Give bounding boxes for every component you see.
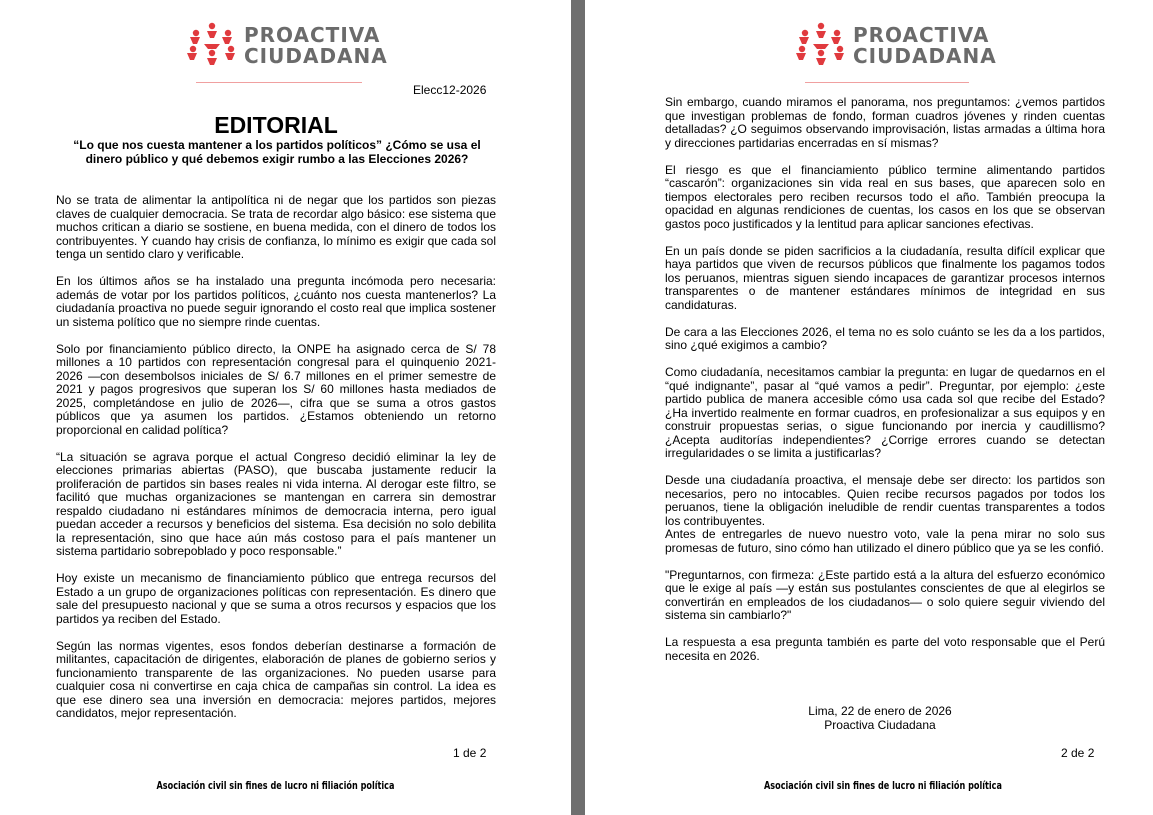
document-page-1 (0, 0, 571, 815)
page2-body (665, 96, 1105, 677)
page-number: 1 de 2 (453, 746, 487, 760)
paragraph: En un país donde se piden sacrificios a la ciudadanía, resulta difícil explicar que haya partidos que viven de recursos públicos que finalmente los pagamos todos los peruanos, mientras siguen siendo incapaces de garantizar procesos internos transparentes o de mantener estándares mínimos de integridad en sus candidaturas. (665, 243, 1105, 312)
document-page-2 (585, 0, 1153, 815)
document-reference: Elecc12-2026 (413, 83, 487, 97)
paragraph: Sin embargo, cuando miramos el panorama, nos preguntamos: ¿vemos partidos que investigan problemas de fondo, forman cuadros jóvenes y rinden cuentas detalladas? ¿O seguimos observando improvisación, listas armadas a última hora y direcciones partidarias encerradas en sí mismas? (665, 95, 1105, 150)
logo-wordmark: PROACTIVA CIUDADANA (244, 23, 388, 68)
page-number: 2 de 2 (1061, 746, 1095, 760)
paragraph: El riesgo es que el financiamiento público termine alimentando partidos “cascarón”: organizaciones sin vida real en sus bases, que aparecen solo en tiempos electorales pero reciben recursos todo el año. También preocupa la opacidad en algunas rendiciones de cuentas, los casos en los que se observan gastos poco justificados y la lentitud para aplicar sanciones efectivas. (665, 162, 1105, 231)
header-divider (196, 82, 362, 83)
paragraph: Desde una ciudadanía proactiva, el mensaje debe ser directo: los partidos son necesarios, pero no intocables. Quien recibe recursos pagados por todos los peruanos, tiene la obligación ineludible de rendir cuentas transparentes a todos los contribuyentes. (665, 473, 1105, 528)
paragraph: Hoy existe un mecanismo de financiamiento público que entrega recursos del Estado a un grupo de organizaciones políticas con representación. Es dinero que sale del presupuesto nacional y que se suma a otros recursos y espacios que los partidos ya reciben del Estado. (56, 571, 496, 626)
page1-body (56, 194, 496, 734)
paragraph: Según las normas vigentes, esos fondos deberían destinarse a formación de militantes, capacitación de dirigentes, elaboración de planes de gobierno serios y funcionamiento transparente de las organizaciones. No pueden usarse para cualquier cosa ni convertirse en caja chica de campañas sin control. La idea es que ese dinero sea una inversión en democracia: mejores partidos, mejores candidatos, mejor representación. (56, 638, 496, 720)
header-divider (805, 82, 969, 83)
editorial-subtitle: “Lo que nos cuesta mantener a los partidos políticos” ¿Cómo se usa el dinero público y qué debemos exigir rumbo a las Elecciones 2026? (73, 138, 481, 166)
people-circle-logo-icon (795, 22, 847, 66)
paragraph: “La situación se agrava porque el actual Congreso decidió eliminar la ley de elecciones primarias abiertas (PASO), que buscaba justamente reducir la proliferación de partidos sin bases reales ni vida interna. Al derogar este filtro, se facilitó que muchas organizaciones se mantengan en carrera sin demostrar respaldo ciudadano ni estándares mínimos de democracia interna, pero igual puedan acceder a recursos y beneficios del sistema. Esa decisión no solo debilita la representación, sino que hace aún más costoso para el país mantener un sistema partidario sobrepoblado y poco responsable.” (56, 449, 496, 558)
page-footer: Asociación civil sin fines de lucro ni filiación política (764, 779, 1002, 792)
signature-org: Proactiva Ciudadana (824, 718, 936, 732)
paragraph: La respuesta a esa pregunta también es parte del voto responsable que el Perú necesita en 2026. (665, 635, 1105, 663)
paragraph: De cara a las Elecciones 2026, el tema no es solo cuánto se les da a los partidos, sino ¿qué exigimos a cambio? (665, 324, 1105, 352)
paragraph: Antes de entregarles de nuevo nuestro voto, vale la pena mirar no solo sus promesas de futuro, sino cómo han utilizado el dinero público que ya se les confió. (665, 527, 1105, 555)
paragraph: "Preguntarnos, con firmeza: ¿Este partido está a la altura del esfuerzo económico que le exige al país —y están sus postulantes conscientes de que al elegirlos se convertirán en empleados de los ciudadanos— o solo quiere seguir viviendo del sistema sin cambiarlo?" (665, 567, 1105, 622)
paragraph: En los últimos años se ha instalado una pregunta incómoda pero necesaria: además de votar por los partidos políticos, ¿cuánto nos cuesta mantenerlos? La ciudadanía proactiva no puede seguir ignorando el costo real que implica sostener un sistema político que no siempre rinde cuentas. (56, 274, 496, 329)
editorial-title: EDITORIAL (214, 112, 338, 138)
paragraph: Solo por financiamiento público directo, la ONPE ha asignado cerca de S/ 78 millones a 10 partidos con representación congresal para el quinquenio 2021-2026 —con desembolsos iniciales de S/ 6.7 millones en el primer semestre de 2021 y pagos progresivos que superan los S/ 60 millones hasta mediados de 2025, completándose en julio de 2026—, cifra que se suma a otros gastos públicos que ya asumen los partidos. ¿Estamos obteniendo un retorno proporcional en calidad política? (56, 341, 496, 437)
signature-block (795, 704, 965, 732)
paragraph: Como ciudadanía, necesitamos cambiar la pregunta: en lugar de quedarnos en el “qué indignante”, pasar al “qué vamos a pedir”. Preguntar, por ejemplo: ¿este partido publica de manera accesible cómo usa cada sol que recibe del Estado? ¿Ha invertido realmente en formar cuadros, en profesionalizar a sus equipos y en construir propuestas serias, o sigue funcionando por inercia y caudillismo? ¿Acepta auditorías independientes? ¿Corrige errores cuando se detectan irregularidades o se limita a justificarlas? (665, 365, 1105, 460)
signature-date: Lima, 22 de enero de 2026 (808, 704, 952, 718)
people-circle-logo-icon (186, 22, 238, 66)
paragraph: No se trata de alimentar la antipolítica ni de negar que los partidos son piezas claves de cualquier democracia. Se trata de recordar algo básico: ese sistema que muchos critican a diario se sostiene, en buena medida, con el dinero de todos los contribuyentes. Y cuando hay crisis de confianza, lo mínimo es exigir que cada sol tenga un sentido claro y verificable. (56, 193, 496, 261)
page-footer: Asociación civil sin fines de lucro ni filiación política (156, 779, 395, 792)
logo-wordmark: PROACTIVA CIUDADANA (853, 23, 997, 68)
